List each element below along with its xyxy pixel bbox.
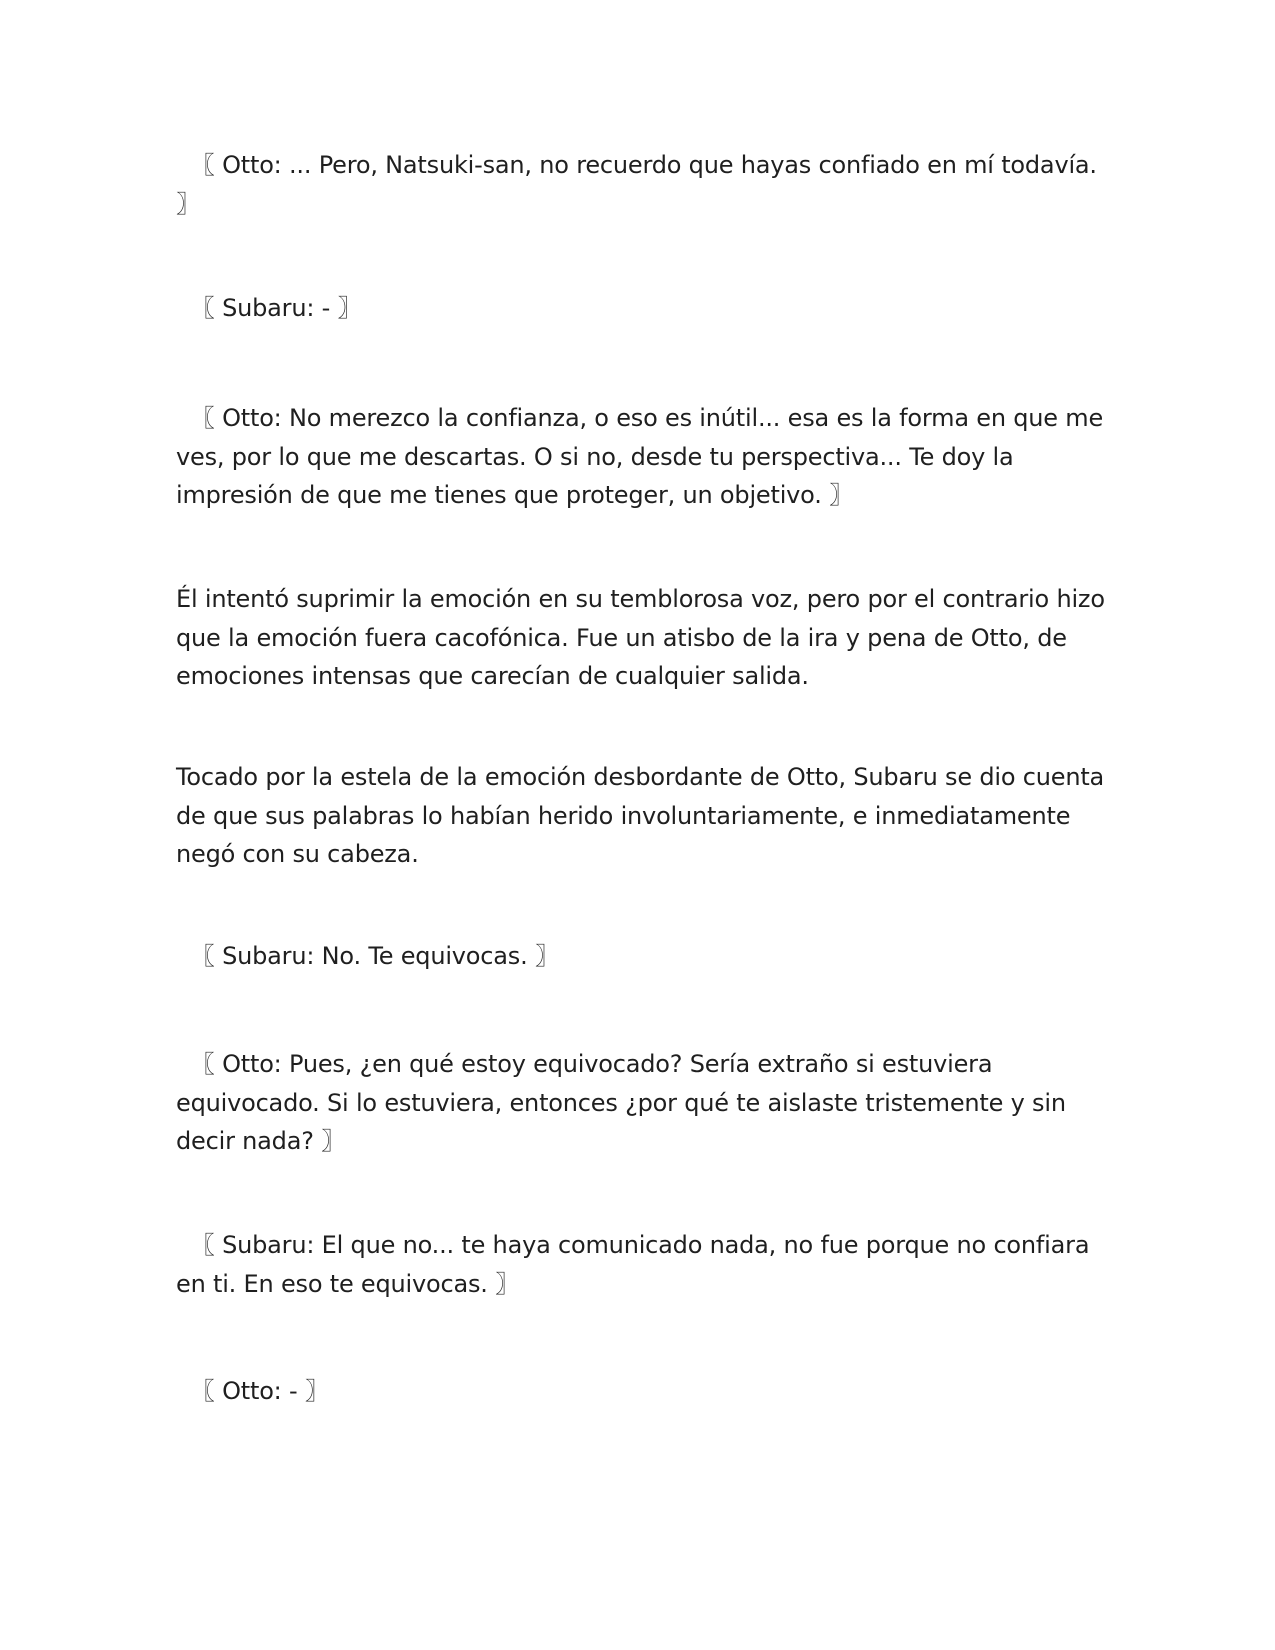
paragraph-otto-3: 〖 Otto: Pues, ¿en qué estoy equivocado? Sería extraño si estuviera equivocado. Si lo estuviera, entonces ¿por qué te aislaste tristemente y sin decir nada? 〗 — [176, 1050, 1074, 1155]
paragraph-narration-1: Él intentó suprimir la emoción en su temblorosa voz, pero por el contrario hizo que la emoción fuera cacofónica. Fue un atisbo de la ira y pena de Otto, de emociones intensas que carecían de cualquier salida. — [176, 585, 1113, 690]
paragraph-subaru-1: 〖 Subaru: - 〗 — [176, 294, 362, 322]
paragraph-subaru-3: 〖 Subaru: El que no... te haya comunicado nada, no fue porque no confiara en ti. En eso te equivocas. 〗 — [176, 1231, 1097, 1298]
paragraph-otto-2: 〖 Otto: No merezco la confianza, o eso es inútil... esa es la forma en que me ves, por lo que me descartas. O si no, desde tu perspectiva... Te doy la impresión de que me tienes que proteger, un objetivo. 〗 — [176, 404, 1111, 509]
paragraph-otto-1: 〖 Otto: ... Pero, Natsuki-san, no recuerdo que hayas confiado en mí todavía. 〗 — [176, 151, 1105, 218]
paragraph-otto-4: 〖 Otto: - 〗 — [176, 1377, 329, 1405]
paragraph-subaru-2: 〖 Subaru: No. Te equivocas. 〗 — [176, 942, 559, 970]
paragraph-narration-2: Tocado por la estela de la emoción desbordante de Otto, Subaru se dio cuenta de que sus palabras lo habían herido involuntariamente, e inmediatamente negó con su cabeza. — [176, 763, 1112, 868]
